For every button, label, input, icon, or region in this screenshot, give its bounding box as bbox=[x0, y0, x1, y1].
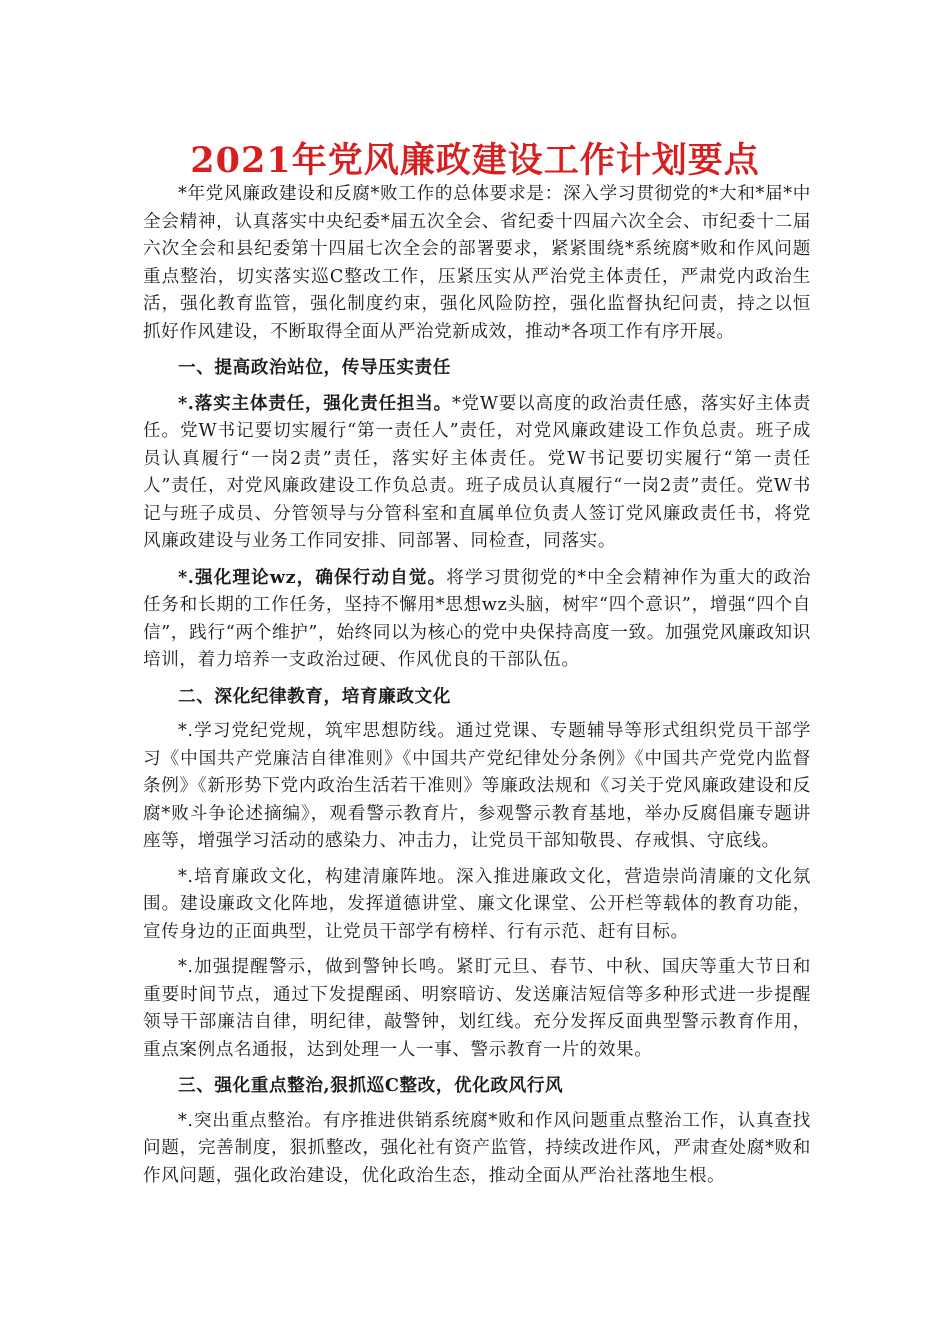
section-2-paragraph-3: *.加强提醒警示，做到警钟长鸣。紧盯元旦、春节、中秋、国庆等重大节日和重要时间节点，通过下发提醒函、明察暗访、发送廉洁短信等多种形式进一步提醒领导干部廉洁自律，明纪律，敲警钟，划红线。充分发挥反面典型警示教育作用，重点案例点名通报，达到处理一人一事、警示教育一片的效果。 bbox=[143, 957, 811, 1060]
section-1-paragraph-1-text: *党W要以高度的政治责任感，落实好主体责任。党W书记要切实履行“第一责任人”责任，对党风廉政建设工作负总责。班子成员认真履行“一岗2责”责任，落实好主体责任。党W书记要切实履行“第一责任人”责任，对党风廉政建设工作负总责。班子成员认真履行“一岗2责”责任。党W书记与班子成员、分管领导与分管科室和直属单位负责人签订党风廉政责任书，将党风廉政建设与业务工作同安排、同部署、同检查，同落实。 bbox=[143, 393, 811, 551]
section-1-paragraph-1-lead: *.落实主体责任，强化责任担当。 bbox=[178, 392, 452, 414]
section-2-heading: 二、深化纪律教育，培育廉政文化 bbox=[178, 685, 451, 707]
section-2-paragraph-1: *.学习党纪党规，筑牢思想防线。通过党课、专题辅导等形式组织党员干部学习《中国共产党廉洁自律准则》《中国共产党纪律处分条例》《中国共产党党内监督条例》《新形势下党内政治生活若干准则》等廉政法规和《习关于党风廉政建设和反腐*败斗争论述摘编》，观看警示教育片，参观警示教育基地，举办反腐倡廉专题讲座等，增强学习活动的感染力、冲击力，让党员干部知敬畏、存戒惧、守底线。 bbox=[143, 721, 811, 851]
section-1-paragraph-1 bbox=[143, 390, 811, 556]
section-3-paragraph-1: *.突出重点整治。有序推进供销系统腐*败和作风问题重点整治工作，认真查找问题，完善制度，狠抓整改，强化社有资产监管，持续改进作风，严肃查处腐*败和作风问题，强化政治建设，优化政治生态，推动全面从严治社落地生根。 bbox=[143, 1110, 811, 1186]
section-1-paragraph-2-text: 将学习贯彻党的*中全会精神作为重大的政治任务和长期的工作任务，坚持不懈用*思想wz头脑，树牢“四个意识”，增强“四个自信”，践行“两个维护”，始终同以为核心的党中央保持高度一致。加强党风廉政知识培训，着力培养一支政治过硬、作风优良的干部队伍。 bbox=[143, 567, 811, 670]
section-3-heading: 三、强化重点整治,狠抓巡C整改，优化政风行风 bbox=[178, 1075, 564, 1096]
document-body bbox=[143, 181, 811, 1198]
section-1-paragraph-2 bbox=[143, 564, 811, 675]
intro-paragraph: *年党风廉政建设和反腐*败工作的总体要求是：深入学习贯彻党的*大和*届*中全会精神，认真落实中央纪委*届五次全会、省纪委十四届六次全会、市纪委十二届六次全会和县纪委第十四届七次全会的部署要求，紧紧围绕*系统腐*败和作风问题重点整治，切实落实巡C整改工作，压紧压实从严治党主体责任，严肃党内政治生活，强化教育监管，强化制度约束，强化风险防控，强化监督执纪问责，持之以恒抓好作风建设，不断取得全面从严治党新成效，推动*各项工作有序开展。 bbox=[143, 184, 811, 342]
section-2-paragraph-2: *.培育廉政文化，构建清廉阵地。深入推进廉政文化，营造崇尚清廉的文化氛围。建设廉政文化阵地，发挥道德讲堂、廉文化课堂、公开栏等载体的教育功能，宣传身边的正面典型，让党员干部学有榜样、行有示范、赶有目标。 bbox=[143, 866, 811, 942]
section-1-heading: 一、提高政治站位，传导压实责任 bbox=[178, 357, 451, 378]
document-title: 2021年党风廉政建设工作计划要点 bbox=[190, 140, 760, 181]
section-1-paragraph-2-lead: *.强化理论wz，确保行动自觉。 bbox=[178, 566, 447, 588]
